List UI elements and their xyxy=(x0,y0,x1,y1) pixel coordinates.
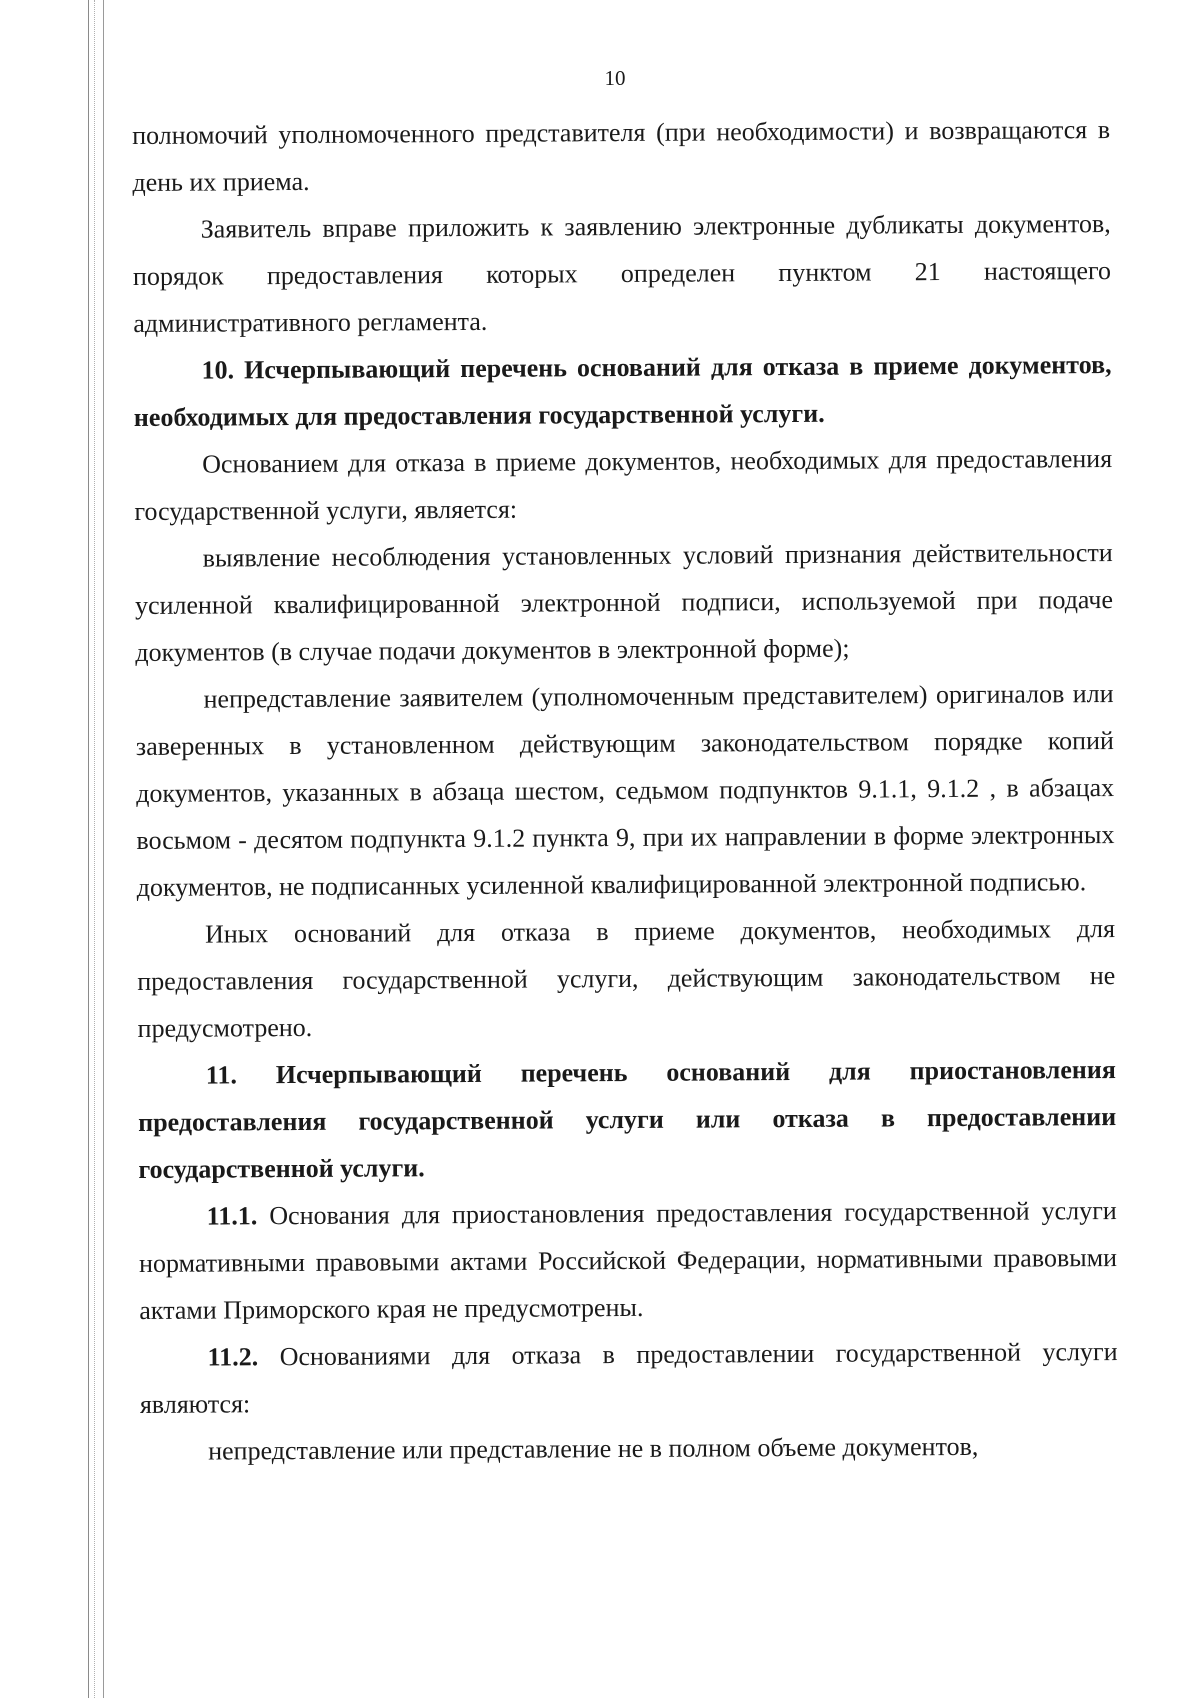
subsection-number-11-1: 11.1. xyxy=(206,1201,258,1231)
paragraph-11-1 xyxy=(139,1187,1118,1334)
binding-margin-lines xyxy=(88,0,104,1698)
subsection-number-11-2: 11.2. xyxy=(207,1342,259,1372)
subsection-text-11-1: Основания для приостановления предоставления государственной услуги нормативными правовыми актами Российской Федерации, нормативными правовыми актами Приморского края не предусмотрены. xyxy=(138,1196,1118,1325)
paragraph-continuation: полномочий уполномоченного представителя (при необходимости) и возвращаются в день их приема. xyxy=(132,115,1111,197)
section-heading-11: 11. Исчерпывающий перечень оснований для приостановления предоставления государственной услуги или отказа в предоставлении государственной услуги. xyxy=(138,1055,1117,1184)
paragraph-no-other-grounds: Иных оснований для отказа в приеме документов, необходимых для предоставления государственной услуги, действующим законодательством не предусмотрено. xyxy=(137,914,1116,1043)
paragraph-signature-check: выявление несоблюдения установленных условий признания действительности усиленной квалифицированной электронной подписи, используемой при подаче документов (в случае подачи документов в электронной форме); xyxy=(134,538,1114,667)
paragraph-non-submission: непредставление заявителем (уполномоченным представителем) оригиналов или заверенных в установленном действующим законодательством порядке копий документов, указанных в абзаца шестом, седьмом подпунктов 9.1.1, 9.1.2 , в абзацах восьмом - десятом подпункта 9.1.2 пункта 9, при их направлении в форме электронных документов, не подписанных усиленной квалифицированной электронной подписью. xyxy=(135,679,1115,902)
subsection-text-11-2: Основаниями для отказа в предоставлении государственной услуги являются: xyxy=(139,1337,1118,1419)
section-heading-10: 10. Исчерпывающий перечень оснований для отказа в приеме документов, необходимых для предоставления государственной услуги. xyxy=(133,350,1112,432)
paragraph-incomplete-docs: непредставление или представление не в полном объеме документов, xyxy=(208,1431,979,1466)
document-body xyxy=(132,106,1118,1475)
paragraph-11-2 xyxy=(139,1328,1118,1428)
paragraph-refusal-basis: Основанием для отказа в приеме документов, необходимых для предоставления государственной услуги, является: xyxy=(134,444,1113,526)
paragraph-duplicates: Заявитель вправе приложить к заявлению электронные дубликаты документов, порядок предоставления которых определен пунктом 21 настоящего административного регламента. xyxy=(132,209,1112,338)
page-number: 10 xyxy=(604,66,626,90)
